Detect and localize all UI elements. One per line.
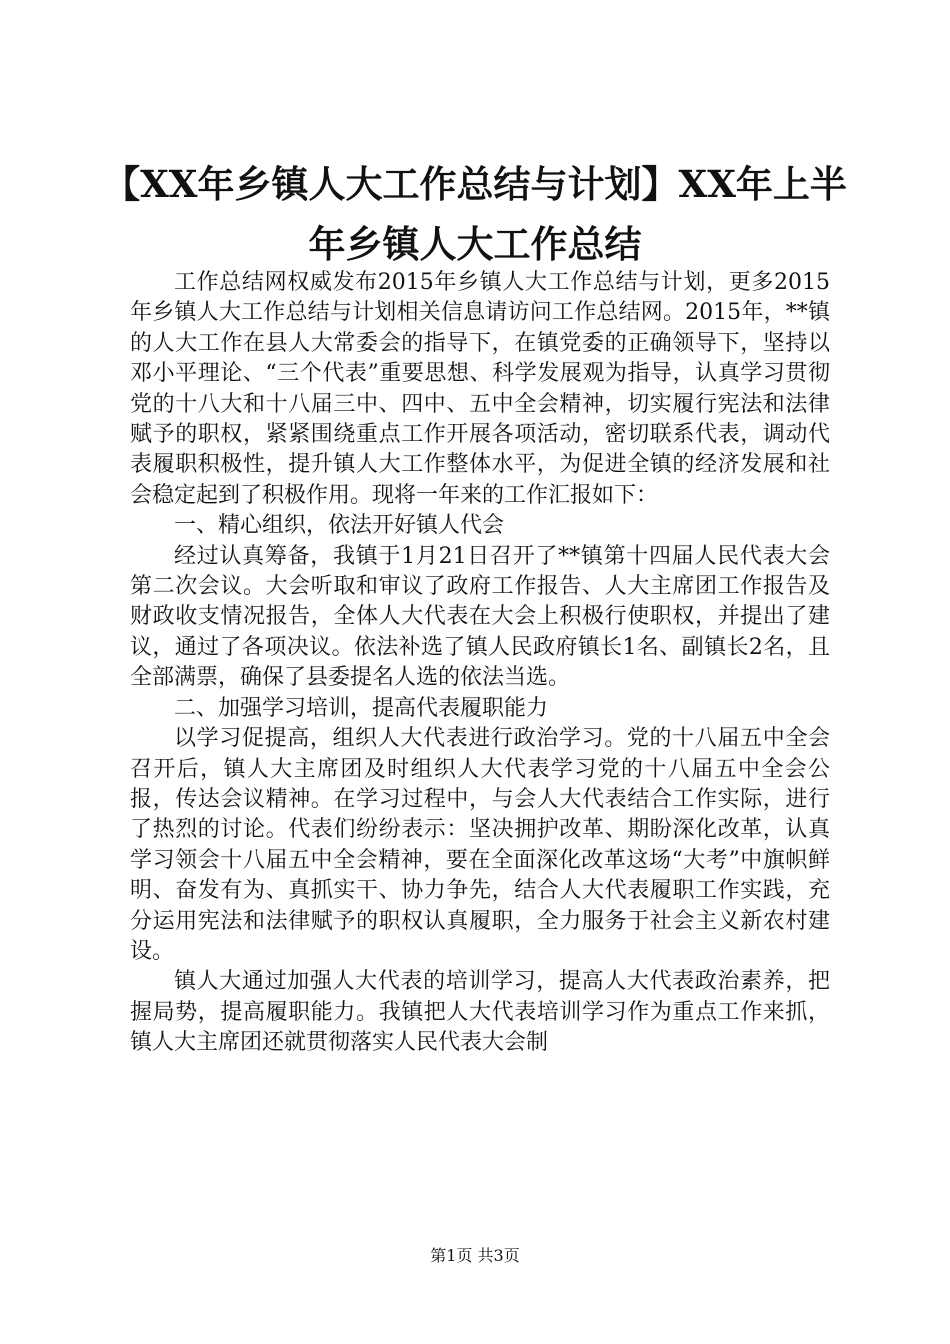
document-title-line-1: 【XX年乡镇人大工作总结与计划】XX年上半	[103, 162, 847, 206]
section-heading-2: 二、加强学习培训，提高代表履职能力	[174, 695, 549, 721]
document-body	[130, 268, 830, 1059]
document-title-line-2: 年乡镇人大工作总结	[308, 222, 642, 266]
section-heading-1: 一、精心组织，依法开好镇人代会	[174, 513, 505, 539]
paragraph-intro: 工作总结网权威发布2015年乡镇人大工作总结与计划，更多2015年乡镇人大工作总结与计划相关信息请访问工作总结网。2015年，**镇的人大工作在县人大常委会的指导下，在镇党委的正确领导下，坚持以邓小平理论、“三个代表”重要思想、科学发展观为指导，认真学习贯彻党的十八大和十八届三中、四中、五中全会精神，切实履行宪法和法律赋予的职权，紧紧围绕重点工作开展各项活动，密切联系代表，调动代表履职积极性，提升镇人大工作整体水平，为促进全镇的经济发展和社会稳定起到了积极作用。现将一年来的工作汇报如下：	[130, 270, 830, 508]
paragraph-section-2a: 以学习促提高，组织人大代表进行政治学习。党的十八届五中全会召开后，镇人大主席团及时组织人大代表学习党的十八届五中全会公报，传达会议精神。在学习过程中，与会人大代表结合工作实际，进行了热烈的讨论。代表们纷纷表示：坚决拥护改革、期盼深化改革，认真学习领会十八届五中全会精神，要在全面深化改革这场“大考”中旗帜鲜明、奋发有为、真抓实干、协力争先，结合人大代表履职工作实践，充分运用宪法和法律赋予的职权认真履职，全力服务于社会主义新农村建设。	[130, 726, 830, 964]
page-number-footer: 第1页 共3页	[430, 1246, 520, 1265]
paragraph-section-1: 经过认真筹备，我镇于1月21日召开了**镇第十四届人民代表大会第二次会议。大会听取和审议了政府工作报告、人大主席团工作报告及财政收支情况报告，全体人大代表在大会上积极行使职权，并提出了建议，通过了各项决议。依法补选了镇人民政府镇长1名、副镇长2名，且全部满票，确保了县委提名人选的依法当选。	[130, 543, 830, 691]
paragraph-section-2b: 镇人大通过加强人大代表的培训学习，提高人大代表政治素养，把握局势，提高履职能力。我镇把人大代表培训学习作为重点工作来抓，镇人大主席团还就贯彻落实人民代表大会制	[130, 969, 830, 1056]
